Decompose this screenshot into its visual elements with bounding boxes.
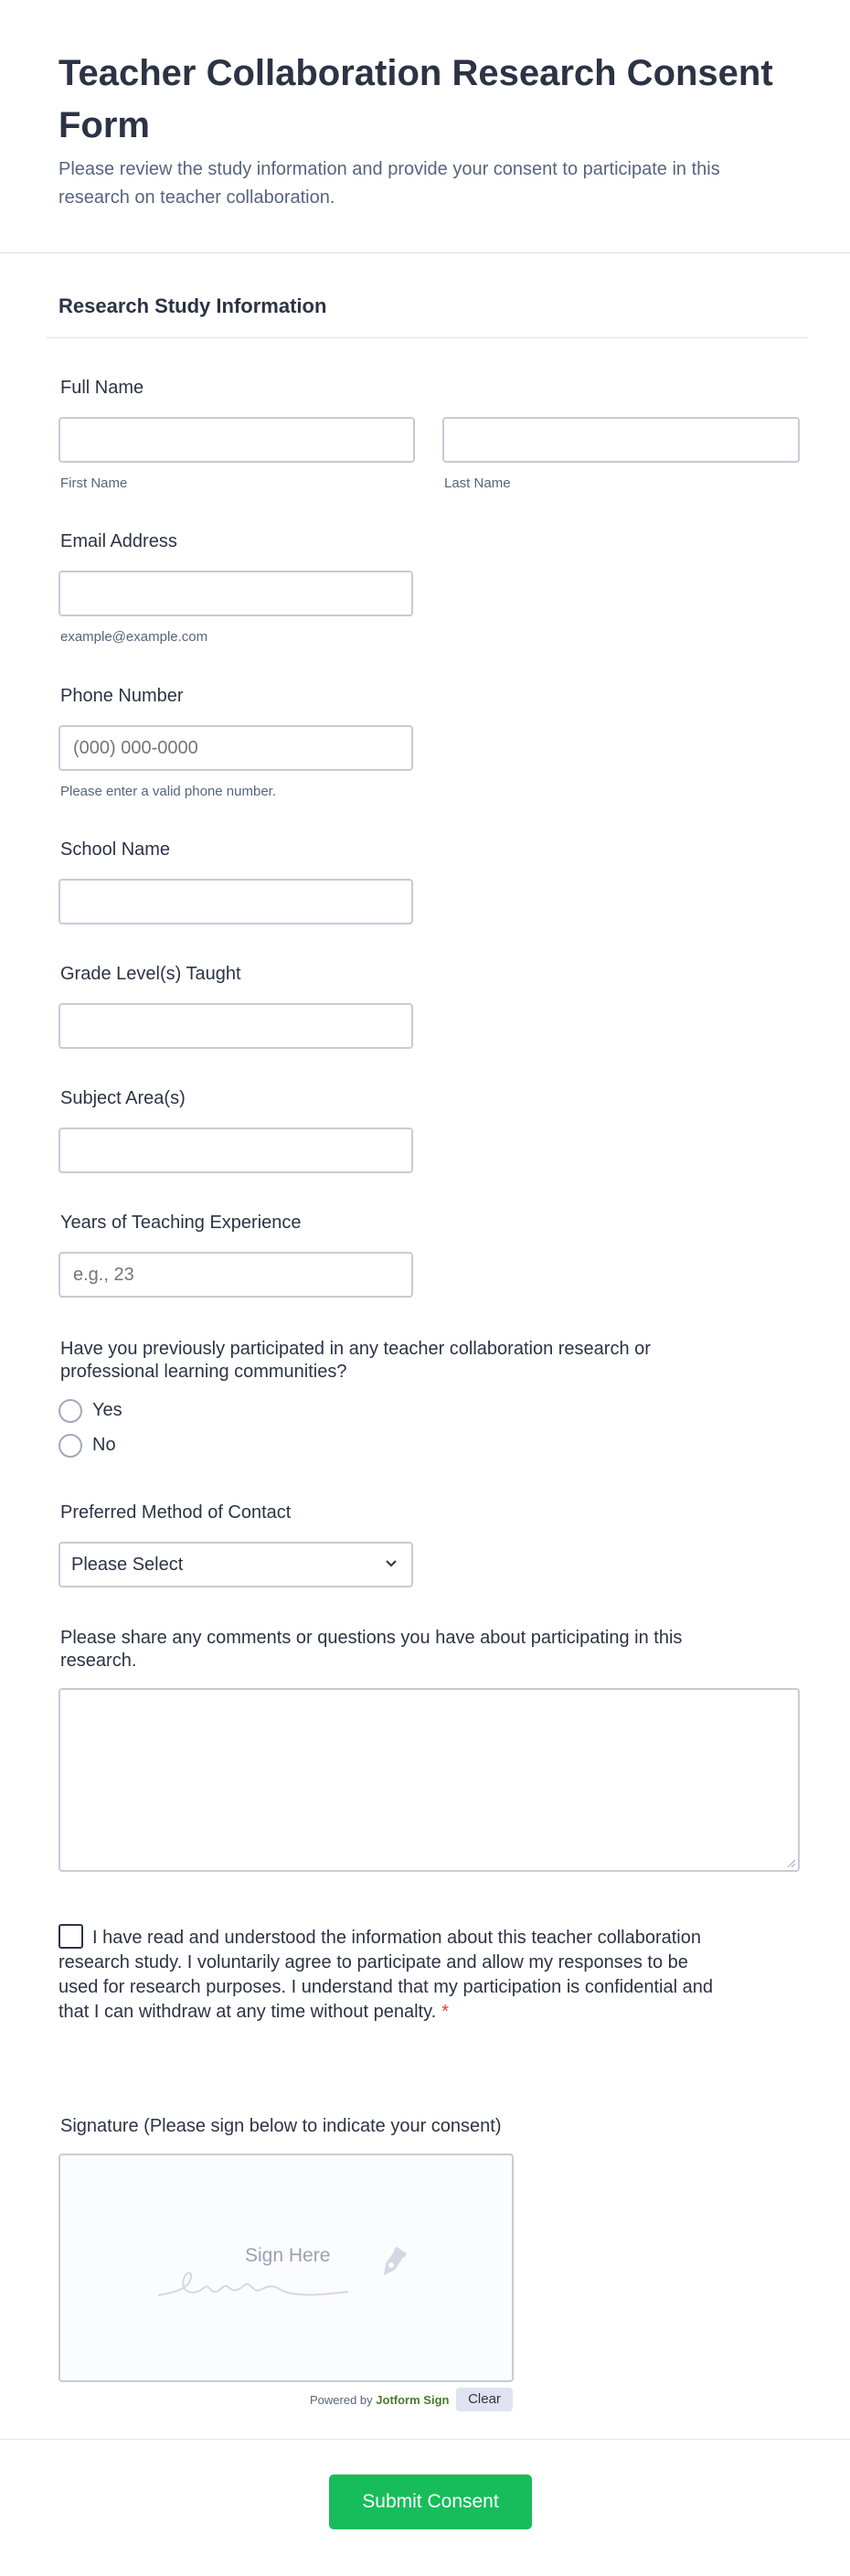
subject-input[interactable] (58, 1128, 413, 1173)
footer-divider (0, 2439, 850, 2440)
subject-label: Subject Area(s) (60, 1088, 186, 1108)
email-sublabel: example@example.com (60, 629, 208, 645)
section-title: Research Study Information (58, 294, 327, 317)
consent-statement (58, 1924, 717, 2025)
email-input[interactable] (58, 571, 413, 616)
grade-input[interactable] (58, 1003, 413, 1049)
powered-brand: Jotform Sign (376, 2393, 450, 2407)
pen-nib-icon (371, 2245, 411, 2285)
submit-consent-button[interactable]: Submit Consent (329, 2474, 532, 2529)
school-label: School Name (60, 839, 171, 860)
previous-label: Have you previously participated in any teacher collaboration research or professional learning communities? (60, 1339, 651, 1382)
powered-prefix: Powered by (310, 2393, 373, 2407)
email-label: Email Address (60, 531, 177, 551)
grade-label: Grade Level(s) Taught (60, 964, 241, 984)
chevron-down-icon (382, 1555, 400, 1573)
page-title: Teacher Collaboration Research Consent Form (58, 53, 773, 145)
full-name-label: Full Name (60, 378, 144, 398)
contact-label: Preferred Method of Contact (60, 1502, 292, 1523)
last-name-sublabel: Last Name (444, 476, 511, 491)
consent-text: I have read and understood the information about this teacher collaboration research study. I voluntarily agree to participate and allow my responses to be used for research purposes. I understand that my participation is confidential and that I can withdraw at any time without penalty. (58, 1928, 713, 2022)
experience-input[interactable] (58, 1252, 413, 1298)
sign-here-placeholder: Sign Here (245, 2245, 331, 2266)
phone-sublabel: Please enter a valid phone number. (60, 784, 276, 799)
section-header (46, 291, 808, 338)
comments-label: Please share any comments or questions you have about participating in this research. (60, 1628, 683, 1671)
comments-textarea[interactable] (58, 1688, 800, 1872)
radio-label-no: No (92, 1435, 116, 1455)
school-input[interactable] (58, 879, 413, 925)
first-name-sublabel: First Name (60, 476, 128, 491)
select-value: Please Select (71, 1555, 184, 1575)
phone-label: Phone Number (60, 686, 184, 706)
signature-label: Signature (Please sign below to indicate your consent) (60, 2116, 502, 2136)
form-header (0, 0, 850, 253)
contact-method-select[interactable] (58, 1542, 413, 1587)
signature-pad[interactable] (58, 2154, 514, 2382)
clear-signature-button[interactable]: Clear (456, 2388, 513, 2411)
powered-by (310, 2393, 449, 2407)
radio-label-yes: Yes (92, 1400, 122, 1420)
experience-label: Years of Teaching Experience (60, 1213, 302, 1233)
first-name-input[interactable] (58, 417, 415, 463)
phone-input[interactable] (58, 725, 413, 771)
radio-button[interactable] (58, 1399, 82, 1423)
resize-handle-icon[interactable] (786, 1858, 795, 1867)
last-name-input[interactable] (442, 417, 800, 463)
page-subtitle: Please review the study information and provide your consent to participate in this research on teacher collaboration. (58, 159, 720, 208)
required-mark: * (441, 2002, 449, 2022)
consent-checkbox[interactable] (58, 1924, 83, 1949)
radio-button[interactable] (58, 1434, 82, 1458)
